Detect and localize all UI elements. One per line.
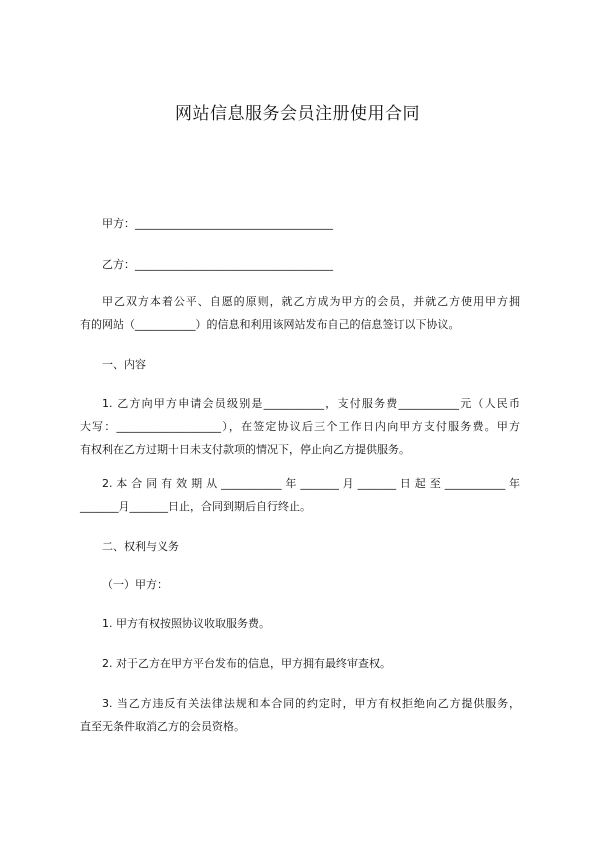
document-title: 网站信息服务会员注册使用合同 bbox=[175, 104, 420, 124]
clause-1-line-2: 大写：___________________），在签定协议后三个工作日内向甲方支付服务费。甲方 bbox=[80, 420, 520, 433]
party-a-clause-3 bbox=[80, 692, 520, 738]
party-b-line: 乙方：____________________________________ bbox=[102, 258, 333, 271]
party-a-clause-1: 1. 甲方有权按照协议收取服务费。 bbox=[102, 617, 270, 630]
clause-2-paragraph bbox=[80, 472, 520, 518]
clause-2-line-2: _______月_______日止，合同到期后自行终止。 bbox=[80, 500, 311, 513]
party-a-clause-3-line-2: 直至无条件取消乙方的会员资格。 bbox=[80, 720, 245, 733]
intro-line-1: 甲乙双方本着公平、自愿的原则，就乙方成为甲方的会员，并就乙方使用甲方拥 bbox=[102, 295, 520, 308]
subsection-party-a: （一）甲方： bbox=[102, 578, 168, 591]
section-heading-content: 一、内容 bbox=[102, 358, 146, 371]
clause-1-paragraph bbox=[80, 392, 520, 461]
party-a-line: 甲方：____________________________________ bbox=[102, 217, 333, 230]
party-a-clause-2: 2. 对于乙方在甲方平台发布的信息，甲方拥有最终审查权。 bbox=[102, 657, 391, 670]
clause-1-line-1: 1. 乙方向甲方申请会员级别是___________，支付服务费___________元（人民币 bbox=[102, 397, 520, 410]
clause-2-line-1: 2. 本 合 同 有 效 期 从 ___________ 年 _______ 月 _______ 日 起 至 ___________ 年 bbox=[102, 477, 520, 490]
clause-1-line-3: 有权利在乙方过期十日未支付款项的情况下，停止向乙方提供服务。 bbox=[80, 443, 410, 456]
party-a-clause-3-line-1: 3. 当乙方违反有关法律法规和本合同的约定时，甲方有权拒绝向乙方提供服务， bbox=[102, 697, 520, 710]
section-heading-rights: 二、权利与义务 bbox=[102, 540, 179, 553]
intro-line-2: 有的网站（___________）的信息和利用该网站发布自己的信息签订以下协议。 bbox=[80, 318, 460, 331]
intro-paragraph bbox=[80, 290, 520, 336]
